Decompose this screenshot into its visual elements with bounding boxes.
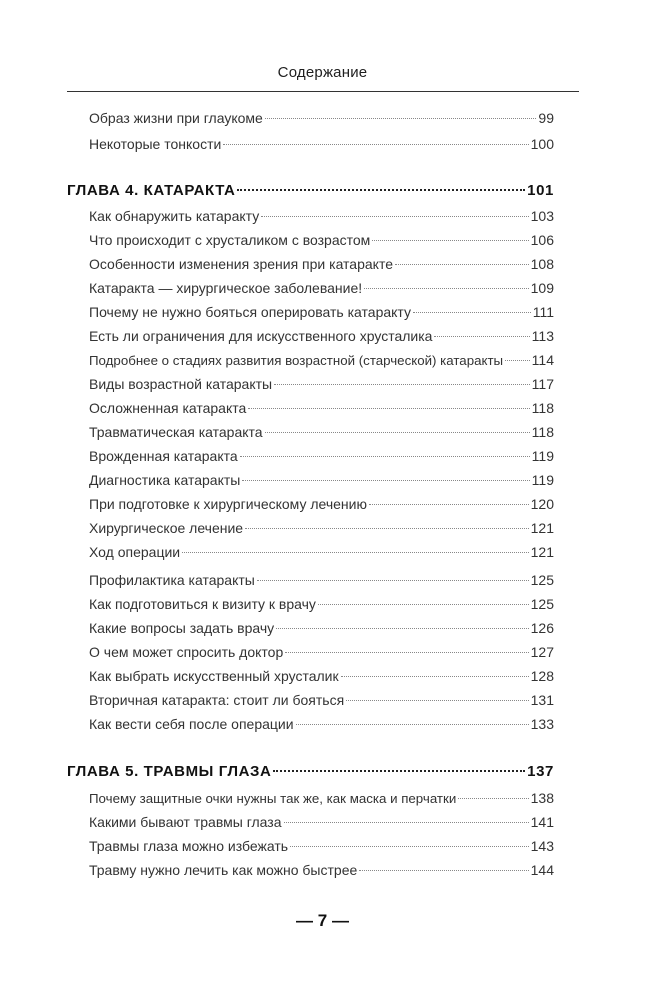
toc-entry-title: Травмы глаза можно избежать — [89, 838, 289, 854]
chapter-page: 137 — [527, 763, 554, 780]
toc-entry-page: 144 — [530, 862, 554, 878]
toc-entry-title: Почему не нужно бояться оперировать катаракту — [89, 304, 411, 320]
toc-entry-title: Профилактика катаракты — [89, 572, 255, 588]
dot-leader — [369, 503, 529, 505]
dot-leader — [261, 215, 528, 217]
toc-entry[interactable] — [89, 206, 554, 226]
dot-leader — [341, 675, 529, 677]
toc-entry-title: Травматическая катаракта — [89, 424, 263, 440]
toc-entry-page: 119 — [531, 472, 554, 488]
dot-leader — [413, 311, 531, 313]
header-divider — [67, 91, 579, 92]
toc-entry[interactable] — [89, 326, 554, 346]
dot-leader — [372, 239, 528, 241]
toc-entry-title: Виды возрастной катаракты — [89, 376, 273, 392]
toc-entry[interactable] — [89, 278, 554, 298]
toc-entry-title: Подробнее о стадиях развития возрастной (старческой) катаракты — [89, 353, 504, 368]
toc-entry-page: 125 — [530, 596, 554, 612]
toc-entry[interactable] — [89, 788, 554, 808]
toc-entry-page: 120 — [530, 496, 554, 512]
toc-entry[interactable] — [89, 666, 554, 686]
dot-leader — [265, 431, 530, 433]
toc-entry[interactable] — [89, 594, 554, 614]
toc-chapter-heading[interactable] — [67, 181, 554, 201]
toc-entry-page: 99 — [538, 110, 554, 126]
chapter-page: 101 — [527, 182, 554, 199]
page-title: Содержание — [277, 64, 368, 81]
toc-entry-page: 111 — [532, 304, 554, 320]
dot-leader — [265, 117, 537, 119]
toc-entry[interactable] — [89, 350, 554, 370]
dot-leader — [248, 407, 529, 409]
toc-entry-page: 121 — [530, 520, 554, 536]
toc-entry-page: 127 — [530, 644, 554, 660]
toc-entry[interactable] — [89, 254, 554, 274]
toc-entry-title: При подготовке к хирургическому лечению — [89, 496, 367, 512]
dot-leader — [318, 603, 529, 605]
toc-entry-page: 143 — [530, 838, 554, 854]
toc-entry-page: 103 — [530, 208, 554, 224]
toc-entry-page: 100 — [530, 136, 554, 152]
dot-leader — [505, 359, 530, 361]
toc-entry-title: Как обнаружить катаракту — [89, 208, 260, 224]
toc-entry[interactable] — [89, 470, 554, 490]
toc-entry-title: Ход операции — [89, 544, 181, 560]
toc-entry-title: Какие вопросы задать врачу — [89, 620, 275, 636]
dot-leader — [242, 479, 529, 481]
toc-chapter-heading[interactable] — [67, 762, 554, 782]
dot-leader — [284, 821, 529, 823]
toc-entry[interactable] — [89, 518, 554, 538]
toc-entry-page: 108 — [530, 256, 554, 272]
toc-entry-page: 138 — [530, 790, 554, 806]
toc-entry-title: Травму нужно лечить как можно быстрее — [89, 862, 358, 878]
toc-entry[interactable] — [89, 422, 554, 442]
chapter-title: ГЛАВА 4. КАТАРАКТА — [67, 182, 236, 199]
toc-entry-title: Особенности изменения зрения при катаракте — [89, 256, 393, 272]
toc-entry[interactable] — [89, 812, 554, 832]
toc-entry-page: 113 — [531, 328, 554, 344]
dot-leader — [276, 627, 528, 629]
dot-leader — [290, 845, 529, 847]
toc-entry[interactable] — [89, 836, 554, 856]
toc-entry[interactable] — [89, 714, 554, 734]
toc-entry-page: 131 — [530, 692, 554, 708]
toc-entry-page: 109 — [530, 280, 554, 296]
toc-entry-title: Как вести себя после операции — [89, 716, 294, 732]
dot-leader — [434, 335, 529, 337]
toc-entry-title: Вторичная катаракта: стоит ли бояться — [89, 692, 345, 708]
toc-entry[interactable] — [89, 374, 554, 394]
toc-entry-page: 114 — [531, 352, 554, 368]
toc-entry-page: 126 — [530, 620, 554, 636]
dot-leader — [257, 579, 529, 581]
toc-entry-title: Есть ли ограничения для искусственного хрусталика — [89, 328, 433, 344]
dot-leader — [245, 527, 529, 529]
dot-leader — [237, 188, 525, 191]
dot-leader — [182, 551, 529, 553]
toc-entry-page: 125 — [530, 572, 554, 588]
dot-leader — [364, 287, 529, 289]
toc-entry[interactable] — [89, 642, 554, 662]
toc-entry[interactable] — [89, 446, 554, 466]
toc-entry-title: Катаракта — хирургическое заболевание! — [89, 280, 363, 296]
toc-entry[interactable] — [89, 230, 554, 250]
dot-leader — [395, 263, 529, 265]
toc-entry-title: Как выбрать искусственный хрусталик — [89, 668, 339, 684]
toc-entry-page: 119 — [531, 448, 554, 464]
toc-entry-title: Осложненная катаракта — [89, 400, 247, 416]
toc-entry[interactable] — [89, 302, 554, 322]
toc-entry[interactable] — [89, 542, 554, 562]
toc-entry-title: О чем может спросить доктор — [89, 644, 284, 660]
toc-entry-title: Врожденная катаракта — [89, 448, 238, 464]
toc-entry-page: 117 — [531, 376, 554, 392]
toc-entry-title: Диагностика катаракты — [89, 472, 241, 488]
toc-entry-page: 141 — [530, 814, 554, 830]
toc-entry[interactable] — [89, 494, 554, 514]
dot-leader — [273, 769, 525, 772]
dot-leader — [296, 723, 529, 725]
toc-entry-page: 133 — [530, 716, 554, 732]
toc-entry[interactable] — [89, 570, 554, 590]
dot-leader — [223, 143, 528, 145]
toc-entry-title: Некоторые тонкости — [89, 136, 222, 152]
chapter-title: ГЛАВА 5. ТРАВМЫ ГЛАЗА — [67, 763, 272, 780]
toc-entry[interactable] — [89, 618, 554, 638]
toc-entry[interactable] — [89, 860, 554, 880]
toc-entry-title: Почему защитные очки нужны так же, как маска и перчатки — [89, 791, 457, 806]
toc-entry-page: 118 — [531, 400, 554, 416]
toc-entry-title: Что происходит с хрусталиком с возрастом — [89, 232, 371, 248]
toc-entry[interactable] — [89, 398, 554, 418]
dot-leader — [458, 797, 528, 799]
toc-entry[interactable] — [89, 690, 554, 710]
dot-leader — [285, 651, 528, 653]
toc-entry-page: 106 — [530, 232, 554, 248]
dot-leader — [274, 383, 530, 385]
page-number: — 7 — — [296, 911, 349, 930]
toc-entry[interactable] — [89, 134, 554, 154]
toc-entry-title: Какими бывают травмы глаза — [89, 814, 282, 830]
toc-entry-page: 121 — [530, 544, 554, 560]
dot-leader — [240, 455, 530, 457]
toc-entry-page: 128 — [530, 668, 554, 684]
toc-entry[interactable] — [89, 108, 554, 128]
toc-entry-page: 118 — [531, 424, 554, 440]
dot-leader — [346, 699, 528, 701]
toc-entry-title: Как подготовиться к визиту к врачу — [89, 596, 316, 612]
dot-leader — [359, 869, 528, 871]
toc-entry-title: Образ жизни при глаукоме — [89, 110, 263, 126]
toc-entry-title: Хирургическое лечение — [89, 520, 244, 536]
